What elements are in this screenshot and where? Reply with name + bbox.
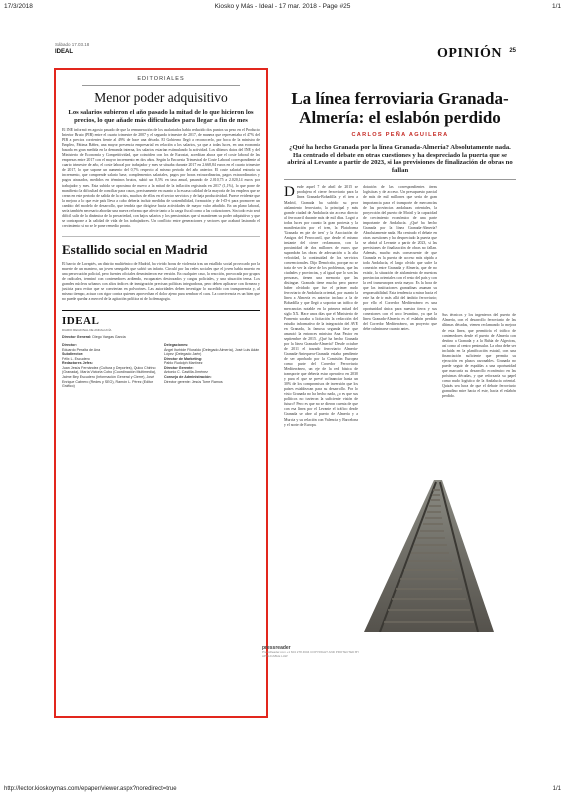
pressreader-logo: pressreader [262,645,291,651]
article-lede: ¿Qué ha hecho Granada por la línea Granada-Almería? Absolutamente nada. Ha centrado el debate en otras cuestiones y ha despreciado la puerta que se abrirá al Levante a partir de 2023, si las previsiones de finalización de obras no fallan [287,144,513,174]
section-title: OPINIÓN [437,46,502,61]
editorial-2-body: El barrio de Lavapiés, un distrito multiétnico de Madrid, ha vivido horas de violencia tras un estallido social provocado por la muerte de un mantero, un joven senegalés que sufrió un infarto. Circuló por las redes sociales que el joven había muerto en una persecución policial, pero fuentes oficiales desmintieron ese versión. En cualquier caso, la reacción, provocada por grupos de radicales, terminó con contenedores ardiendo, escaparates destrozados y cargas policiales, y una situación tensa. Los grandes núcleos urbanos con altos índices de inmigración precisan políticas integradoras, pero deben aplicarse con firmeza y justicia para evitar que se conviertan en polvorines. Las autoridades deben investigar lo sucedido con transparencia y, al mismo tiempo, actuar con rigor contra quienes aprovechan el dolor ajeno para sembrar el caos. La convivencia es un bien que no puede quedar a merced de la agitación política ni de la demagogia. [62,261,260,302]
credit-label: Redactores Jefes: [62,361,93,366]
masthead [52,42,518,64]
editorial-1-title: Menor poder adquisitivo [94,90,228,105]
pressreader-footer [262,645,362,657]
credits-logo: IDEAL [62,315,100,328]
credit-value: Juan Jesús Fernández (Cultura y Deportes), Quico Chirino (Granada), María Victoria Cobo (Coordinación Multimedia), Jaime Bey Escudero (Información General y Cierre), José Enrique Cabrero (Redes y SEO), Ramón L. Pérez (Editor Gráfico) [62,365,157,389]
credits-tagline: DIARIO REGIONAL DE ANDALUCÍA [62,328,112,333]
editorials-box [54,68,268,718]
credit-label: Delegaciones: [164,342,189,347]
print-title: Kiosko y Más - Ideal - 17 mar. 2018 - Page #25 [214,3,351,10]
masthead-paper: IDEAL [55,49,73,55]
article-column-1-text: Desde aquel 7 de abril de 2015 se produjera el cierre ferroviario para la línea Granada-Bobadilla y el tren a Madrid, Granada ha sufrido su peor aislamiento ferroviario, la principal y más grande ciudad de Andalucía sin acceso directo al ferrocarril durante más de mil días. Logró a todas luces por cuanto la gran protesta y la manifestación por el tren, la Plataforma 'Granada en pie de tren' y la Asociación de Amigos del Ferrocarril, que desde el mismo instante del cierre reclamaron, con la proximidad de dos millones de euros que supondrán las obras de adecuación a la alta velocidad, la continuidad de los servicios convencionales. Dijo Demócrito, porque no se trata de ver la clave de los problemas, que las ciudades y provincias, y al igual que lo son las personas, tienen una memoria que las distingue. Granada tiene mucha pero parece haber olvidado que fue el primer nudo ferroviario de Andalucía oriental, por cuanto la línea a Almería es anterior incluso a la de Bobadilla y que llegó a soportar un tráfico de mercancías notable en la primera mitad del siglo XX. Hace unos días que el Ministerio de Fomento sacaba a licitación la redacción del estudio informativo de la integración del AVE en Granada, la famosa segunda fase que anunció la entonces ministra Ana Pastor en septiembre de 2015. ¿Qué ha hecho Granada por la línea Granada-Almería? Desde octubre de 2011 el trazado ferroviario Almería-Granada-Antequera-Granada estaba pendiente de ser aprobado por la Comisión Europea como parte del Corredor Ferroviario Mediterráneo, un eje de la red básica de transporte que debería estar operativo en 2030 y para el que se prevé cofinanciar hasta un 30% de los compromisos de inversión que los países establezcan para su desarrollo. Por lo visto Granada no ha hecho nada, ¿o es que sus políticos no tuvieron la suficiente visión de futuro? Pero es que no se dieron cuenta de que con esa línea por el Levante el tráfico desde Granada se abre al puerto de Almería y a Murcia y su relación con Valencia y Barcelona y el norte de Europa. [284,184,358,427]
article-title: La línea ferroviaria Granada-Almería: el eslabón perdido [291,89,509,127]
drop-cap: D [284,184,295,201]
print-page-count-footer: 1/1 [552,786,561,792]
pressreader-info: PressReader.com +1 604 278 4604 COPYRIGHT AND PROTECTED BY APPLICABLE LAW [262,650,360,658]
divider [284,179,516,180]
page-number: 25 [509,48,516,54]
credit-label: Consejo de Administración: [164,375,212,380]
credit-value: Diego Vargas García [92,335,126,340]
editorial-1-subtitle: Los salarios subieron el año pasado la mitad de lo que hicieron los precios, lo que añade más dificultades para llegar a fin de mes [68,109,254,124]
editorial-1-body: El INE informó en agosto pasado de que la remuneración de los asalariados había reducido dos puntos su peso en el Producto Interior Bruto (PIB) entre el cuarto trimestre de 2007 y el segundo trimestre de 2017, de manera que representaba el 47% del PIB a precios corrientes frente al 49% de hace una década. El Gobierno llegó a reconocerlo, por boca de la ministra de Empleo, Fátima Báñez, una mayor presencia empresarial en relación a los salarios, ya que a todas luces, en una economía basada en gran medida en la demanda interna, los salarios estarían estimulando la actividad. Los últimos datos del INE y del Ministerio de Economía y Competitividad, que coinciden con los de Eurostat, acreditan ahora que el coste laboral de las empresas entre 2017 con el mayor incremento en dos años. Según la Encuesta Trimestral de Coste Laboral correspondiente al cuarto trimestre de año, el coste laboral por trabajador y mes se situaba durante 2017 en 2.668,84 euros en el cuarto trimestre de 2017, lo que supone un aumento del 0,7% respecto al mismo periodo del año anterior. El coste salarial entraría su incremento, que comprende salario base, complementos salariales, pagos por horas extraordinarias, pagos extraordinarios y pagos atrasados, medidos en términos brutos, subió un 0,5% en tasa anual, pasando de 2.010,75 a 2.020,14 euros por trabajador y mes. Esta subida se aproxima de nuevo a la mitad de la inflación registrada en 2017 (1,1%), lo que pone de manifiesto la dificultad de conciliar para casos, precisamente en cuanto a la escasa calidad de la mayoría de los empleos que se crean en este periodo de salida de la crisis, muchos de ellos en el sector servicios y de baja productividad. Parece evidente que la mejora a lo que este país lleva a cabo debería incluir medidas de sostenibilidad, formación y de I+D+i para promover un cambio del modelo de desarrollo, que tendría que dirigirse hacia actividades de mayor valor añadido. En un plano laboral, sería también necesario abordar una nueva reforma que afecte tanto a la carga fiscal como a las cotizaciones. Sin todo esto será difícil salir de la dinámica de la precariedad, con bajos salarios y los pensionistas que sí mantienen su poder adquisitivo y que se contrapone a la calidad de vida de los trabajadores. Un conflicto entre generaciones y sectores que acabará lastrando el crecimiento si no se le pone remedio pronto. [62,128,260,228]
print-url: http://lector.kioskoymas.com/epaper/viewer.aspx?noredirect=true [4,786,177,792]
credit-value: Antonio C. Castilla Jiménez [164,370,208,375]
railway-tracks-graphic [344,462,514,632]
divider [82,85,240,86]
credit-value: Félix L. Escudero [62,356,90,361]
credit-value: Ángel Iturbide Filoraldo (Delegado Almería), José Luis Adán López (Delegado Jaén) [164,347,260,357]
credit-label: Director General: [62,335,92,340]
credit-value: Director gerente: Jesús Torre Ramos [164,379,223,384]
print-header [4,3,561,15]
railway-tracks-photo [344,462,514,632]
newspaper-page [52,42,518,718]
print-date: 17/3/2018 [4,3,33,10]
masthead-date: Sábado 17.03.18 [55,42,90,47]
credit-value: Pablo Rudolph Martínez [164,361,203,366]
article-author: CARLOS PEÑA AGUILERA [351,132,449,138]
print-page-count: 1/1 [551,3,561,10]
editorial-2-title: Estallido social en Madrid [62,236,260,257]
article-column-3-text: Sus técnicos y los ingenieros del puerto de Almería, con el desarrollo ferroviario de las últimas décadas, vienen reclamando la mejora de esta línea, que permitiría el tráfico de contenedores desde el puerto de Almería con destino a Granada y a la Bahía de Algeciras, así como al centro peninsular. La obra debe ser incluida en la planificación estatal, con una financiación suficiente que permita su ejecución en plazos razonables. Granada no puede seguir de espaldas a una oportunidad que marcaría su desarrollo económico en las próximas décadas, y que reforzaría su papel como nudo logístico de la Andalucía oriental. Quizás sea hora de que el debate ferroviario granadino mire hacia el este, hacia el eslabón perdido. [442,313,516,399]
print-footer [4,786,561,796]
credit-value: Eduardo Peralta de Ana [62,347,101,352]
staff-credits [62,310,260,389]
article-column-2-text: dotación de las correspondientes áreas logísticas y de acceso. Un presupuesto parcial de más de mil millones que sería de gran importancia para el transporte de mercancías de las provincias andaluzas orientales, la proyección del puerto de Motril y la capacidad de crecimiento económico de una parte importante de Andalucía. ¿Qué ha hecho Granada por la línea Granada-Almería? Absolutamente nada. Ha centrado el debate en otras cuestiones y ha despreciado la puerta que se abrirá al Levante a partir de 2023, si las previsiones de finalización de obras no fallan. Además, mucho más consecuente de que Granada es la puerta de acceso más rápida a toda Andalucía, el largo olvido que sufre la conexión entre Granada y Almería, que de no existir, la situación de aislamiento de nuestras provincias orientales con el resto del país y con la red transeuropea sería mayor. Es la hora de que las instituciones granadinas asuman su responsabilidad. Esta tendencia a mirar hacia el este ha de ir más allá del ámbito ferroviario; por ello el Corredor Mediterráneo es una oportunidad única para nuestra tierra y sus conexiones con el arco levantino, ya que la línea Granada-Almería es el eslabón perdido del Corredor Mediterráneo, un proyecto que debe culminarse cuanto antes. [363,185,437,331]
credit-label: Director: [62,342,77,347]
credit-label: Director de Marketing: [164,356,203,361]
credit-label: Subdirector: [62,352,84,357]
credit-label: Director Gerente: [164,365,194,370]
editorials-label: EDITORIALES [137,76,185,82]
